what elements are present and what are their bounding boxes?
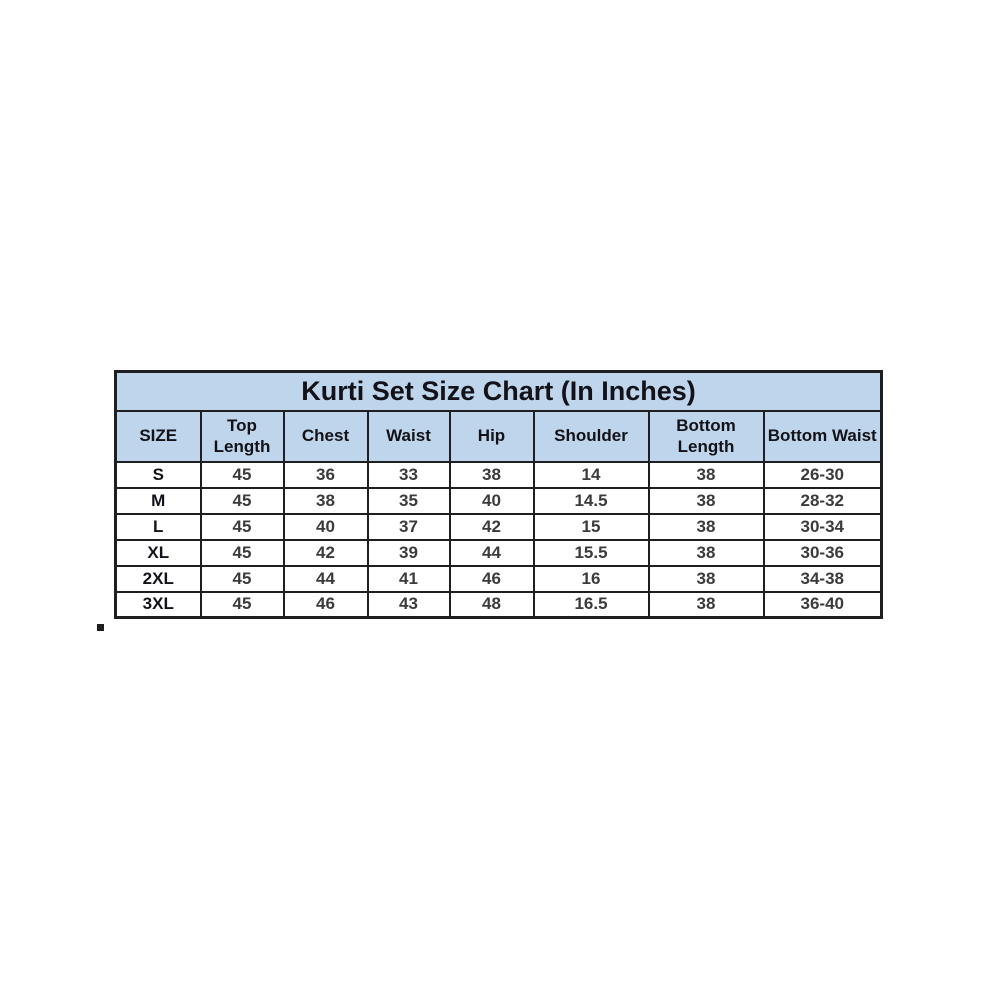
data-cell: 45: [201, 592, 284, 618]
header-row: [116, 411, 882, 462]
data-cell: 33: [368, 462, 450, 488]
data-cell: 36-40: [764, 592, 882, 618]
data-cell: 46: [450, 566, 534, 592]
data-cell: 45: [201, 514, 284, 540]
data-cell: 39: [368, 540, 450, 566]
table-row-l: [116, 514, 882, 540]
column-header-chest: Chest: [284, 411, 368, 462]
column-header-hip: Hip: [450, 411, 534, 462]
data-cell: 45: [201, 462, 284, 488]
table-row-s: [116, 462, 882, 488]
table-row-m: [116, 488, 882, 514]
data-cell: 38: [649, 566, 764, 592]
data-cell: 16: [534, 566, 649, 592]
data-cell: 45: [201, 488, 284, 514]
data-cell: 45: [201, 540, 284, 566]
table-corner-mark: [97, 624, 104, 631]
data-cell: 44: [450, 540, 534, 566]
data-cell: 34-38: [764, 566, 882, 592]
data-cell: 38: [649, 462, 764, 488]
column-header-shoulder: Shoulder: [534, 411, 649, 462]
data-cell: 30-36: [764, 540, 882, 566]
table-row-3xl: [116, 592, 882, 618]
table-row-xl: [116, 540, 882, 566]
data-cell: 14.5: [534, 488, 649, 514]
data-cell: 35: [368, 488, 450, 514]
data-cell: 16.5: [534, 592, 649, 618]
column-header-bottom-length: Bottom Length: [649, 411, 764, 462]
size-cell: M: [116, 488, 201, 514]
data-cell: 46: [284, 592, 368, 618]
column-header-top-length: Top Length: [201, 411, 284, 462]
data-cell: 30-34: [764, 514, 882, 540]
data-cell: 38: [649, 592, 764, 618]
data-cell: 38: [649, 488, 764, 514]
data-cell: 37: [368, 514, 450, 540]
data-cell: 43: [368, 592, 450, 618]
data-cell: 40: [450, 488, 534, 514]
data-cell: 15: [534, 514, 649, 540]
data-cell: 44: [284, 566, 368, 592]
size-cell: 2XL: [116, 566, 201, 592]
size-cell: 3XL: [116, 592, 201, 618]
size-cell: XL: [116, 540, 201, 566]
chart-title: Kurti Set Size Chart (In Inches): [116, 372, 882, 411]
data-cell: 38: [649, 540, 764, 566]
size-chart-table: [114, 370, 883, 619]
data-cell: 42: [284, 540, 368, 566]
data-cell: 36: [284, 462, 368, 488]
data-cell: 26-30: [764, 462, 882, 488]
data-cell: 45: [201, 566, 284, 592]
column-header-size: SIZE: [116, 411, 201, 462]
column-header-bottom-waist: Bottom Waist: [764, 411, 882, 462]
size-cell: S: [116, 462, 201, 488]
data-cell: 15.5: [534, 540, 649, 566]
data-cell: 41: [368, 566, 450, 592]
data-cell: 42: [450, 514, 534, 540]
data-cell: 28-32: [764, 488, 882, 514]
data-cell: 38: [284, 488, 368, 514]
data-cell: 14: [534, 462, 649, 488]
table-row-2xl: [116, 566, 882, 592]
data-cell: 38: [649, 514, 764, 540]
data-cell: 40: [284, 514, 368, 540]
title-row: [116, 372, 882, 411]
data-cell: 48: [450, 592, 534, 618]
size-cell: L: [116, 514, 201, 540]
column-header-waist: Waist: [368, 411, 450, 462]
data-cell: 38: [450, 462, 534, 488]
